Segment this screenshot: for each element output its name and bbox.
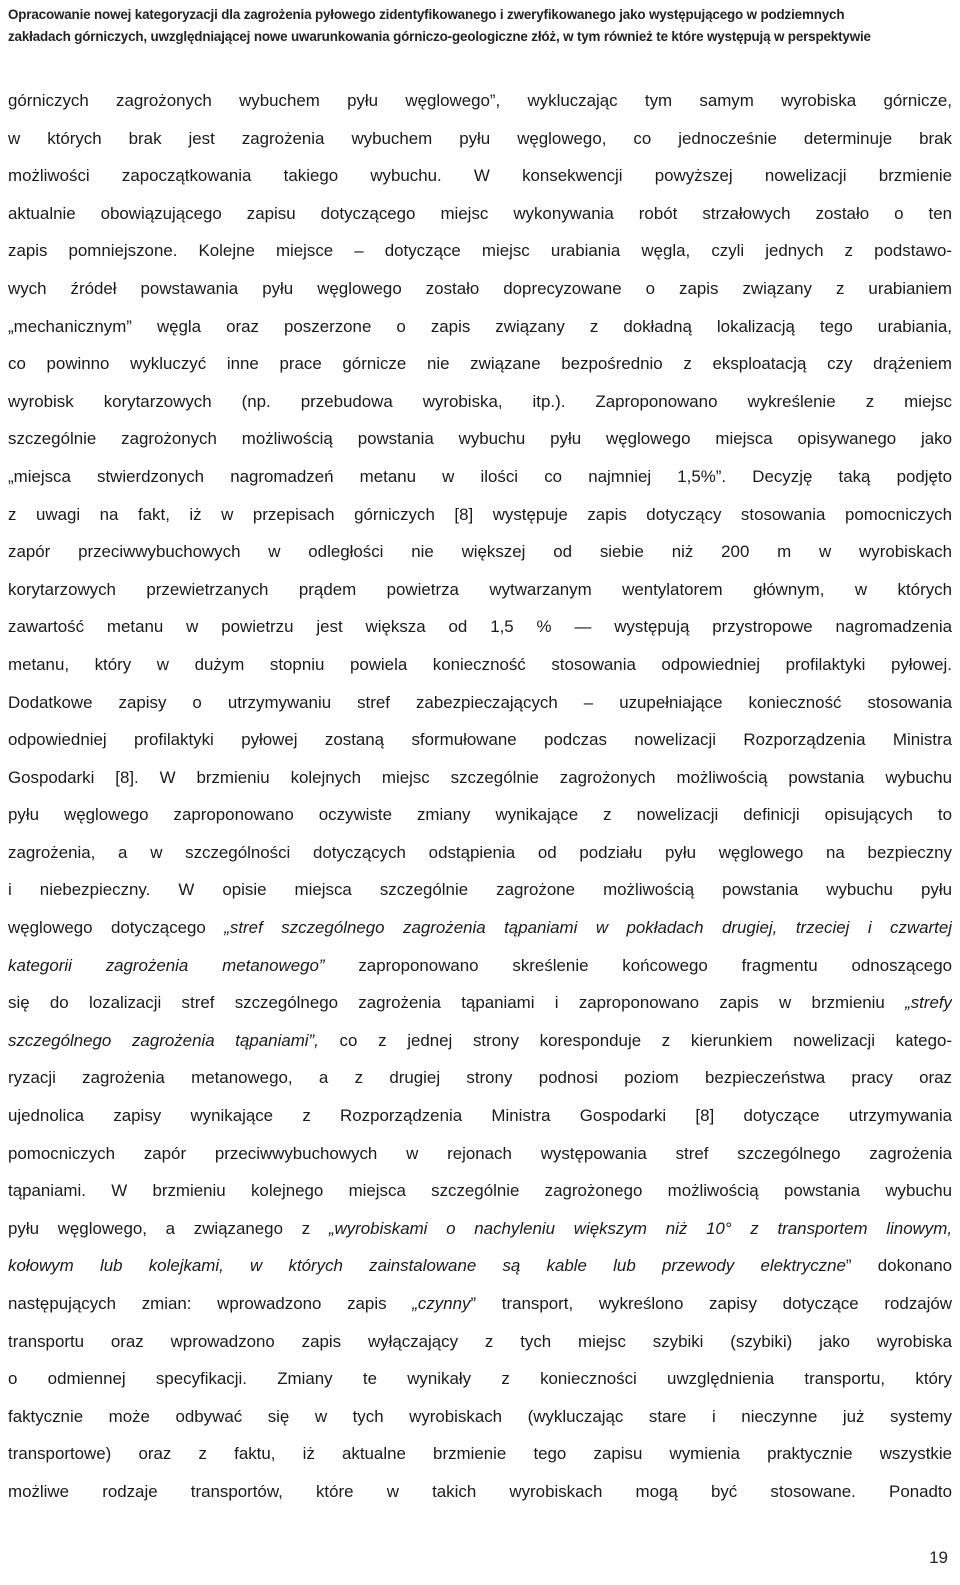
text-line [8, 871, 952, 909]
text-segment: górniczych zagrożonych wybuchem pyłu węglowego”, wykluczając tym samym wyrobiska górnicze, [8, 91, 952, 110]
text-line [8, 1097, 952, 1135]
text-line [8, 1135, 952, 1173]
text-line [8, 157, 952, 195]
text-segment: metanu, który w dużym stopniu powiela konieczność stosowania odpowiedniej profilaktyki pyłowej. [8, 654, 952, 674]
text-segment: o odmiennej specyfikacji. Zmiany te wynikały z konieczności uwzględnienia transportu, który [8, 1369, 952, 1389]
text-line [8, 195, 952, 233]
text-segment: co powinno wykluczyć inne prace górnicze nie związane bezpośrednio z eksploatacją czy drążeniem [8, 354, 952, 374]
text-segment: odpowiedniej profilaktyki pyłowej zostaną sformułowane podczas nowelizacji Rozporządzenia Ministra [8, 730, 952, 750]
text-line [8, 120, 952, 158]
text-segment: ” transport, wykreślono zapisy dotyczące rodzajów [470, 1294, 952, 1313]
text-line [8, 947, 952, 985]
text-line [8, 82, 952, 120]
text-line [8, 420, 952, 458]
body-paragraph [8, 82, 952, 1511]
text-segment: wych źródeł powstawania pyłu węglowego zostało doprecyzowane o zapis związany z urabianiem [8, 278, 952, 298]
text-line [8, 1172, 952, 1210]
text-line [8, 1473, 952, 1511]
italic-text-segment: szczególnego zagrożenia tąpaniami”, [8, 1030, 319, 1050]
text-line [8, 270, 952, 308]
text-segment: zawartość metanu w powietrzu jest większa od 1,5 % — występują przystropowe nagromadzenia [8, 617, 952, 637]
text-line [8, 646, 952, 684]
text-line [8, 308, 952, 346]
text-line [8, 383, 952, 421]
text-segment: i niebezpieczny. W opisie miejsca szczególnie zagrożone możliwością powstania wybuchu pyłu [8, 880, 952, 900]
text-line [8, 496, 952, 534]
text-segment: co z jednej strony koresponduje z kierunkiem nowelizacji katego- [318, 1030, 952, 1050]
text-line [8, 909, 952, 947]
text-line [8, 1247, 952, 1285]
text-line [8, 533, 952, 571]
text-segment: zagrożenia, a w szczególności dotyczących odstąpienia od podziału pyłu węglowego na bezpieczny [8, 842, 952, 862]
text-line [8, 1323, 952, 1361]
text-segment: szczególnie zagrożonych możliwością powstania wybuchu pyłu węglowego miejsca opisywanego jako [8, 429, 952, 449]
text-line [8, 232, 952, 270]
text-segment: „mechanicznym” węgla oraz poszerzone o zapis związany z dokładną lokalizacją tego urabiania, [8, 316, 952, 336]
text-line [8, 1285, 952, 1323]
text-line [8, 345, 952, 383]
text-segment: faktycznie może odbywać się w tych wyrobiskach (wykluczając stare i nieczynne już systemy [8, 1406, 952, 1426]
text-segment: Dodatkowe zapisy o utrzymywaniu stref zabezpieczających – uzupełniające konieczność stosowania [8, 692, 952, 712]
running-header-line-2: zakładach górniczych, uwzględniającej nowe uwarunkowania górniczo-geologiczne złóż, w tym również te które występują w perspektywie [8, 29, 871, 44]
text-segment: ujednolica zapisy wynikające z Rozporządzenia Ministra Gospodarki [8] dotyczące utrzymywania [8, 1106, 952, 1126]
text-line [8, 796, 952, 834]
text-segment: możliwości zapoczątkowania takiego wybuchu. W konsekwencji powyższej nowelizacji brzmienie [8, 166, 952, 186]
italic-text-segment: „strefy [905, 993, 952, 1013]
italic-text-segment: „czynny [412, 1294, 471, 1313]
text-line [8, 1210, 952, 1248]
text-line [8, 1435, 952, 1473]
text-segment: tąpaniami. W brzmieniu kolejnego miejsca szczególnie zagrożonego możliwością powstania wybuchu [8, 1181, 952, 1201]
italic-text-segment: „stref szczególnego zagrożenia tąpaniami w pokładach drugiej, trzeciej i czwartej [224, 918, 952, 938]
text-line [8, 684, 952, 722]
text-segment: się do lozalizacji stref szczególnego zagrożenia tąpaniami i zaproponowano zapis w brzmieniu [8, 993, 906, 1013]
text-segment: korytarzowych przewietrzanych prądem powietrza wytwarzanym wentylatorem głównym, w których [8, 579, 952, 599]
text-segment: transportu oraz wprowadzono zapis wyłączający z tych miejsc szybiki (szybiki) jako wyrobiska [8, 1331, 952, 1351]
italic-text-segment: kategorii zagrożenia metanowego” [8, 955, 325, 975]
text-line [8, 1398, 952, 1436]
text-segment: pyłu węglowego, a związanego z [8, 1218, 329, 1238]
text-segment: węglowego dotyczącego [8, 918, 225, 938]
text-segment: Gospodarki [8]. W brzmieniu kolejnych miejsc szczególnie zagrożonych możliwością powstania wybuchu [8, 767, 952, 787]
text-segment: wyrobisk korytarzowych (np. przebudowa wyrobiska, itp.). Zaproponowano wykreślenie z miejsc [8, 391, 952, 411]
text-segment: możliwe rodzaje transportów, które w takich wyrobiskach mogą być stosowane. Ponadto [8, 1481, 952, 1501]
text-segment: „miejsca stwierdzonych nagromadzeń metanu w ilości co najmniej 1,5%”. Decyzję taką podjęto [8, 466, 952, 486]
text-segment: z uwagi na fakt, iż w przepisach górniczych [8] występuje zapis dotyczący stosowania pomocniczych [8, 504, 952, 524]
text-line [8, 1360, 952, 1398]
text-segment: pyłu węglowego zaproponowano oczywiste zmiany wynikające z nowelizacji definicji opisujących to [8, 805, 952, 825]
text-segment: zaproponowano skreślenie końcowego fragmentu odnoszącego [324, 955, 952, 975]
italic-text-segment: kołowym lub kolejkami, w których zainstalowane są kable lub przewody elektryczne [8, 1256, 846, 1276]
text-segment: zapór przeciwwybuchowych w odległości nie większej od siebie niż 200 m w wyrobiskach [8, 542, 952, 562]
text-line [8, 608, 952, 646]
text-line [8, 571, 952, 609]
text-line [8, 759, 952, 797]
page-number: 19 [929, 1548, 948, 1567]
text-segment: aktualnie obowiązującego zapisu dotyczącego miejsc wykonywania robót strzałowych zostało o ten [8, 203, 952, 223]
text-line [8, 721, 952, 759]
text-segment: ” dokonano [845, 1256, 952, 1276]
text-segment: następujących zmian: wprowadzono zapis [8, 1294, 413, 1313]
italic-text-segment: „wyrobiskami o nachyleniu większym niż 10° z transportem linowym, [328, 1218, 952, 1238]
text-segment: zapis pomniejszone. Kolejne miejsce – dotyczące miejsc urabiania węgla, czyli jednych z podstawo- [8, 241, 952, 261]
text-line [8, 1022, 952, 1060]
text-segment: w których brak jest zagrożenia wybuchem pyłu węglowego, co jednocześnie determinuje brak [8, 128, 952, 148]
text-line [8, 1059, 952, 1097]
text-line [8, 458, 952, 496]
text-line [8, 834, 952, 872]
text-line [8, 984, 952, 1022]
running-header [8, 4, 952, 48]
text-segment: transportowe) oraz z faktu, iż aktualne brzmienie tego zapisu wymienia praktycznie wszystkie [8, 1444, 952, 1464]
text-segment: pomocniczych zapór przeciwwybuchowych w rejonach występowania stref szczególnego zagrożenia [8, 1143, 952, 1163]
text-segment: ryzacji zagrożenia metanowego, a z drugiej strony podnosi poziom bezpieczeństwa pracy oraz [8, 1068, 952, 1088]
running-header-line-1: Opracowanie nowej kategoryzacji dla zagrożenia pyłowego zidentyfikowanego i zweryfikowanego jako występującego w podziemnych [8, 7, 845, 22]
